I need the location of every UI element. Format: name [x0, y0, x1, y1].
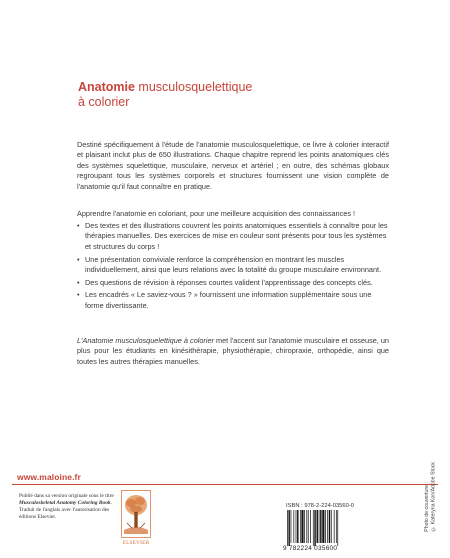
closing-paragraph-text: met l'accent sur l'anatomie musculaire et osseuse, un plus pour les étudiants en kinésithérapie, physiothérapie, chiropraxie, orthopédie, ainsi que toutes les autres thérapies manuelles. — [77, 336, 389, 366]
barcode-bar — [314, 510, 315, 546]
barcode-bar — [287, 510, 288, 546]
barcode-bar — [336, 510, 337, 543]
barcode-icon — [286, 510, 362, 546]
isbn: ISBN : 978-2-224-03560-0 — [286, 503, 354, 509]
barcode-bar — [300, 510, 301, 543]
lead-sentence: Apprendre l'anatomie en coloriant, pour une meilleure acquisition des connaissances ! — [77, 209, 356, 218]
original-title: Musculoskeletal Anatomy Coloring Book — [19, 499, 111, 506]
barcode-bar — [317, 510, 318, 543]
barcode-bar — [329, 510, 330, 543]
title-emphasis: Anatomie — [78, 80, 135, 94]
title-line1-rest: musculosquelettique — [134, 80, 253, 94]
barcode-bar — [297, 510, 298, 543]
barcode-bar — [304, 510, 305, 543]
barcode-bar — [319, 510, 320, 543]
feature-item: • Les encadrés « Le saviez-vous ? » fournissent une information supplémentaire sous une forme divertissante. — [77, 290, 389, 311]
barcode-bar — [306, 510, 307, 543]
translation-credit — [19, 493, 115, 521]
elsevier-wordmark: ELSEVIER — [122, 540, 150, 546]
barcode-bar — [337, 510, 338, 546]
photo-credit — [424, 462, 437, 532]
divider — [12, 484, 438, 485]
publisher-website: www.maloine.fr — [17, 472, 81, 482]
book-title — [78, 80, 252, 110]
barcode-bar — [296, 510, 297, 543]
book-title-italic: L'Anatomie musculosquelettique à colorier — [77, 336, 214, 345]
barcode-bar — [288, 510, 289, 546]
feature-item: • Des textes et des illustrations couvrent les points anatomiques essentiels à connaître pour les thérapies manuelles. Des exercices de mise en couleur sont présents pour tous les systèmes et structures du corps ! — [77, 221, 389, 252]
elsevier-tree-logo-icon — [121, 490, 151, 538]
barcode-bar — [291, 510, 292, 543]
feature-item: • Des questions de révision à réponses courtes valident l'apprentissage des concepts clés. — [77, 278, 389, 288]
barcode-digits: 9 782224 035600 — [283, 545, 338, 552]
barcode-bar — [293, 510, 294, 543]
barcode-bar — [308, 510, 309, 543]
barcode-bar — [325, 510, 326, 543]
barcode-bar — [331, 510, 332, 543]
barcode-bar — [322, 510, 324, 543]
title-line2: à colorier — [78, 95, 130, 109]
closing-paragraph — [77, 336, 389, 367]
barcode-bar — [301, 510, 303, 543]
barcode-bar — [320, 510, 321, 543]
credit-pre: Publié dans sa version originale sous le titre — [19, 493, 114, 499]
intro-paragraph: Destiné spécifiquement à l'étude de l'anatomie musculosquelettique, ce livre à colorier interactif et plaisant inclut plus de 650 illustrations. Chaque chapitre reprend les points anatomiques clés des systèmes squelettique, musculaire, nerveux et artériel ; en outre, des schémas globaux regroupant tous les systèmes corporels et structures fournissent une vision complète de l'anatomie qu'il faut connaître en pratique. — [77, 140, 389, 191]
barcode-bar — [327, 510, 328, 543]
credit-post: . Traduit de l'anglais avec l'autorisation des éditions Elsevier. — [19, 499, 112, 520]
barcode-bar — [334, 510, 335, 543]
feature-item: • Une présentation conviviale renforce la compréhension en montrant les muscles individuellement, ainsi que leurs relations avec la totalité du groupe musculaire environnant. — [77, 255, 389, 276]
barcode-bar — [310, 510, 311, 543]
photo-credit-line1: Photo de couverture : — [424, 482, 430, 532]
feature-list — [77, 221, 389, 313]
barcode-bar — [313, 510, 314, 546]
photo-credit-line2: © Kateryna Kon/Adobe Stock — [430, 462, 437, 532]
